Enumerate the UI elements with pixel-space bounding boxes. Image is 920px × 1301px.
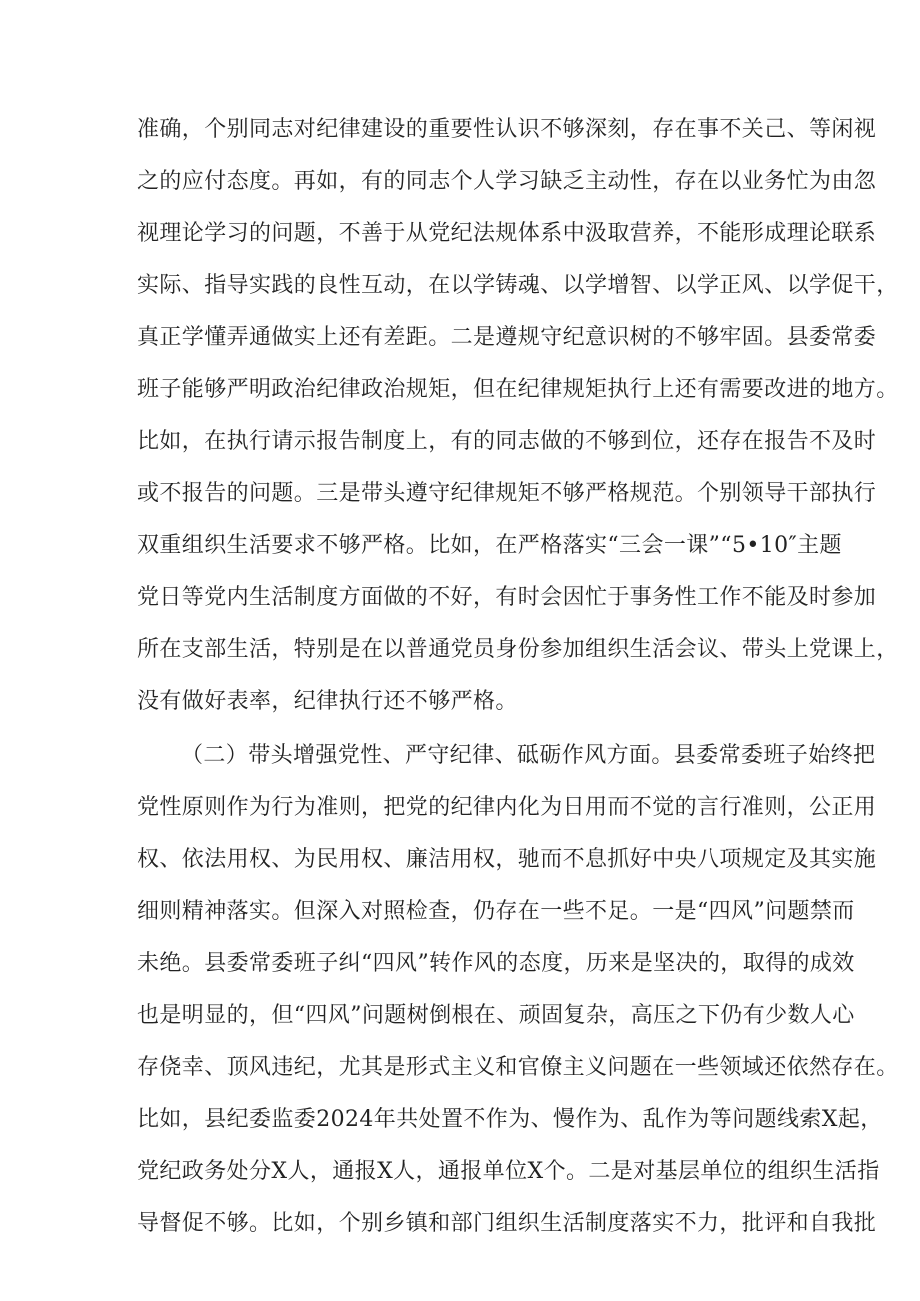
text-line: 之的应付态度。再如，有的同志个人学习缺乏主动性，存在以业务忙为由忽 <box>137 169 877 194</box>
text-line: 实际、指导实践的良性互动，在以学铸魂、以学增智、以学正风、以学促干， <box>137 273 899 298</box>
text-line: 导督促不够。比如，个别乡镇和部门组织生活制度落实不力，批评和自我批 <box>137 1211 877 1236</box>
section-heading-line: （二）带头增强党性、严守纪律、砥砺作风方面。县委常委班子始终把 <box>181 743 876 768</box>
text-line: 所在支部生活，特别是在以普通党员身份参加组织生活会议、带头上党课上， <box>137 637 899 662</box>
text-line: 也是明显的，但“四风”问题树倒根在、顽固复杂，高压之下仍有少数人心 <box>137 1003 855 1028</box>
text-line: 班子能够严明政治纪律政治规矩，但在纪律规矩执行上还有需要改进的地方。 <box>137 377 899 402</box>
text-line: 党日等党内生活制度方面做的不好，有时会因忙于事务性工作不能及时参加 <box>137 585 877 610</box>
text-line: 准确，个别同志对纪律建设的重要性认识不够深刻，存在事不关己、等闲视 <box>137 117 877 142</box>
text-line: 真正学懂弄通做实上还有差距。二是遵规守纪意识树的不够牢固。县委常委 <box>137 325 877 350</box>
text-line: 权、依法用权、为民用权、廉洁用权，驰而不息抓好中央八项规定及其实施 <box>137 847 877 872</box>
text-line: 存侥幸、顶风违纪，尤其是形式主义和官僚主义问题在一些领域还依然存在。 <box>137 1055 899 1080</box>
text-line: 没有做好表率，纪律执行还不够严格。 <box>137 689 518 714</box>
text-line: 细则精神落实。但深入对照检查，仍存在一些不足。一是“四风”问题禁而 <box>137 899 855 924</box>
text-line: 双重组织生活要求不够严格。比如，在严格落实“三会一课”“5•10″主题 <box>137 533 842 558</box>
text-line: 比如，县纪委监委2024年共处置不作为、慢作为、乱作为等问题线索X起， <box>137 1107 883 1132</box>
text-line: 或不报告的问题。三是带头遵守纪律规矩不够严格规范。个别领导干部执行 <box>137 481 877 506</box>
text-line: 视理论学习的问题，不善于从党纪法规体系中汲取营养，不能形成理论联系 <box>137 221 877 246</box>
text-line: 党纪政务处分X人，通报X人，通报单位X个。二是对基层单位的组织生活指 <box>137 1159 880 1184</box>
text-line: 比如，在执行请示报告制度上，有的同志做的不够到位，还存在报告不及时 <box>137 429 877 454</box>
text-line: 党性原则作为行为准则，把党的纪律内化为日用而不觉的言行准则，公正用 <box>137 795 877 820</box>
text-line: 未绝。县委常委班子纠“四风”转作风的态度，历来是坚决的，取得的成效 <box>137 951 855 976</box>
